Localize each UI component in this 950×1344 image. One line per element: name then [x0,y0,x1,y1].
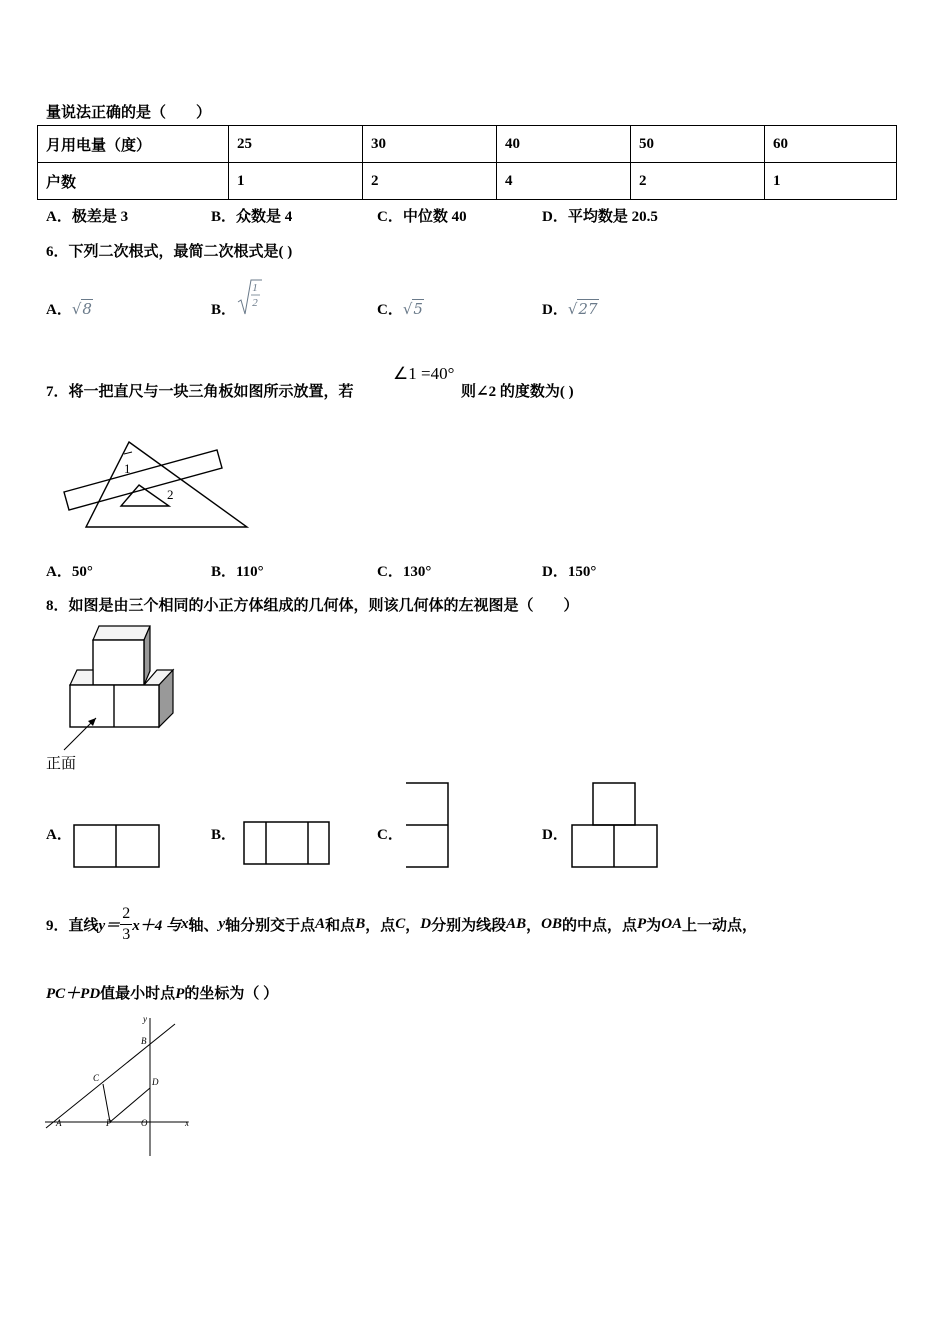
line-ab [46,1024,175,1128]
q8-option-d[interactable]: D． [542,827,568,843]
front-label: 正面 [46,754,77,772]
q6-option-c[interactable] [377,298,424,319]
table-cell: 30 [363,126,497,163]
table-cell: 2 [363,163,497,200]
q8-option-c[interactable]: C． [377,827,403,843]
q5-option-d[interactable]: D．平均数是 20.5 [542,209,658,225]
q6-option-a[interactable] [46,298,93,319]
option-label: A． [46,302,72,318]
table-cell: 60 [765,126,897,163]
table-cell: 50 [631,126,765,163]
q8-stem: 8．如图是由三个相同的小正方体组成的几何体，则该几何体的左视图是（ ） [46,598,579,614]
table-row [38,163,897,200]
option-a-view [72,823,162,869]
option-label: B． [211,302,237,318]
point-d-label: D [152,1077,159,1087]
table-cell: 4 [497,163,631,200]
table-cell: 户数 [38,163,229,200]
point-c-label: C [93,1073,100,1083]
q7-option-c[interactable]: C．130° [377,564,432,580]
electricity-table [37,125,897,200]
q9-stem: 9．直线 y＝ $\frac{2}{3}$ x＋4 与 x 轴、 y 轴分别交于点 A 和点 B ，点 C ， D 分别为线段 AB ， OB 的中点，点 P 为 OA 上一动点， [46,904,758,943]
x-axis-label: x [185,1118,189,1128]
q7-stem-end: 则∠2 的度数为( ) [461,384,574,400]
triangle-inner [121,485,169,506]
table-cell: 40 [497,126,631,163]
sqrt-expression: √5 [402,300,423,318]
table-header-row [38,126,897,163]
angle-1-label: 1 [124,461,131,476]
triangle-outer [86,442,247,527]
angle-expression: ∠1 =40° [393,364,455,383]
q6-option-d[interactable] [542,298,599,319]
q6-stem: 6．下列二次根式，最简二次根式是( ) [46,244,293,260]
fraction: $\frac{2}{3}$ [122,904,131,943]
q7-option-d[interactable]: D．150° [542,564,597,580]
q5-option-c[interactable]: C．中位数 40 [377,209,467,225]
fraction-denominator: 2 [252,297,258,309]
cube-solid-figure [44,622,179,757]
option-c-view [404,781,452,871]
coordinate-figure [40,1010,200,1160]
point-p-label: P [106,1118,112,1128]
sqrt-expression: √27 [567,300,598,318]
table-cell: 2 [631,163,765,200]
q8-option-b[interactable]: B． [211,827,237,843]
table-cell: 25 [229,126,363,163]
table-cell: 1 [229,163,363,200]
angle-2-label: 2 [167,487,174,502]
segment-pd [110,1088,150,1122]
sqrt-fraction [237,276,263,323]
table-cell: 月用电量（度） [38,126,229,163]
q5-stem-tail: 量说法正确的是（ ） [46,105,212,121]
table-cell: 1 [765,163,897,200]
option-label: C． [377,302,403,318]
option-label: D． [542,302,568,318]
y-axis-label: y [143,1014,147,1024]
sqrt-fraction-graphic [237,276,263,318]
q6-option-b[interactable] [211,298,236,319]
q7-option-b[interactable]: B．110° [211,564,264,580]
fraction-numerator: 1 [252,282,258,294]
ruler-shape [64,450,222,510]
q9-stem-line2: PC＋PD值最小时点P的坐标为（ ） [46,986,279,1002]
sqrt-expression: √8 [71,300,92,318]
segment-pc [103,1084,110,1122]
q5-option-a[interactable]: A．极差是 3 [46,209,129,225]
q7-stem-start: 7．将一把直尺与一块三角板如图所示放置，若 [46,384,354,400]
q7-option-a[interactable]: A．50° [46,564,93,580]
option-d-view [570,781,660,871]
q5-option-b[interactable]: B．众数是 4 [211,209,293,225]
origin-label: O [141,1118,148,1128]
point-a-label: A [56,1118,62,1128]
point-b-label: B [141,1036,147,1046]
q8-option-a[interactable]: A． [46,827,72,843]
ruler-triangle-figure [58,428,253,540]
option-b-view [242,820,332,866]
